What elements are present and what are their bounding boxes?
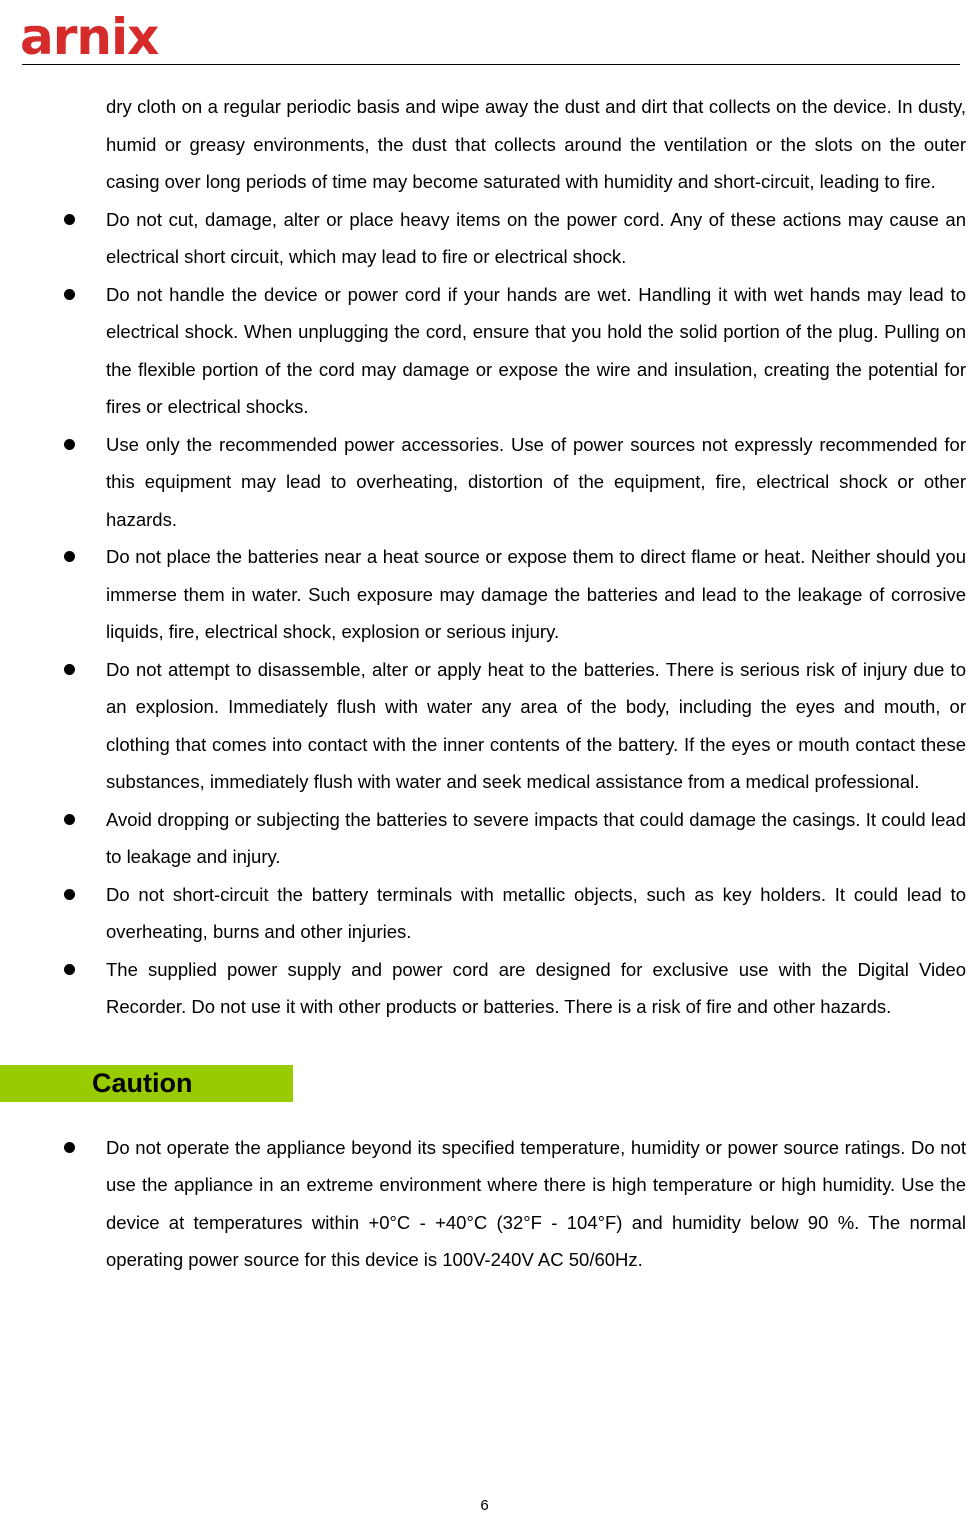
list-item-text: Do not attempt to disassemble, alter or apply heat to the batteries. There is serious risk of injury due to an explosion. Immediately flush with water any area of the body, including the eyes and mouth, or clothing that comes into contact with the inner contents of the battery. If the eyes or mouth contact these substances, immediately flush with water and seek medical assistance from a medical professional. bbox=[106, 658, 966, 792]
bullet-icon bbox=[64, 889, 75, 900]
bullet-icon bbox=[64, 214, 75, 225]
bullet-icon bbox=[64, 664, 75, 675]
bullet-icon bbox=[64, 814, 75, 825]
list-item bbox=[0, 1129, 969, 1279]
list-item bbox=[0, 426, 969, 539]
bullet-icon bbox=[64, 551, 75, 562]
list-item-text: Do not handle the device or power cord if your hands are wet. Handling it with wet hands may lead to electrical shock. When unplugging the cord, ensure that you hold the solid portion of the plug. Pulling on the flexible portion of the cord may damage or expose the wire and insulation, creating the potential for fires or electrical shocks. bbox=[106, 283, 966, 417]
warning-list bbox=[0, 201, 969, 1026]
list-item bbox=[0, 951, 969, 1026]
list-item bbox=[0, 538, 969, 651]
list-item-text: The supplied power supply and power cord are designed for exclusive use with the Digital Video Recorder. Do not use it with other products or batteries. There is a risk of fire and other hazards. bbox=[106, 958, 966, 1017]
list-item-text: Avoid dropping or subjecting the batteries to severe impacts that could damage the casings. It could lead to leakage and injury. bbox=[106, 808, 966, 867]
list-item-text: Use only the recommended power accessories. Use of power sources not expressly recommended for this equipment may lead to overheating, distortion of the equipment, fire, electrical shock or other hazards. bbox=[106, 433, 966, 530]
list-item bbox=[0, 651, 969, 801]
header-divider bbox=[22, 64, 960, 65]
list-item-text: Do not operate the appliance beyond its specified temperature, humidity or power source ratings. Do not use the appliance in an extreme environment where there is high temperature or high humidity. Use the device at temperatures within +0°C - +40°C (32°F - 104°F) and humidity below 90 %. The normal operating power source for this device is 100V-240V AC 50/60Hz. bbox=[106, 1136, 966, 1270]
page-number: 6 bbox=[480, 1497, 489, 1514]
list-item-text: Do not place the batteries near a heat source or expose them to direct flame or heat. Neither should you immerse them in water. Such exposure may damage the batteries and lead to the leakage of corrosive liquids, fire, electrical shock, explosion or serious injury. bbox=[106, 546, 966, 642]
list-item bbox=[0, 876, 969, 951]
arnix-logo bbox=[20, 14, 200, 66]
list-item bbox=[0, 201, 969, 276]
list-item bbox=[0, 801, 969, 876]
bullet-icon bbox=[64, 439, 75, 450]
caution-heading: Caution bbox=[0, 1065, 293, 1102]
page-content bbox=[0, 88, 969, 1279]
list-item-text: Do not cut, damage, alter or place heavy items on the power cord. Any of these actions may cause an electrical short circuit, which may lead to fire or electrical shock. bbox=[106, 208, 966, 267]
bullet-icon bbox=[64, 1142, 75, 1153]
list-item-text: Do not short-circuit the battery terminals with metallic objects, such as key holders. It could lead to overheating, burns and other injuries. bbox=[106, 883, 966, 942]
bullet-icon bbox=[64, 289, 75, 300]
continuation-paragraph: dry cloth on a regular periodic basis and wipe away the dust and dirt that collects on the device. In dusty, humid or greasy environments, the dust that collects around the ventilation or the slots on the outer casing over long periods of time may become saturated with humidity and short-circuit, leading to fire. bbox=[106, 96, 966, 192]
caution-list bbox=[0, 1129, 969, 1279]
bullet-icon bbox=[64, 964, 75, 975]
list-item bbox=[0, 276, 969, 426]
logo-wordmark: arnix bbox=[20, 14, 159, 66]
